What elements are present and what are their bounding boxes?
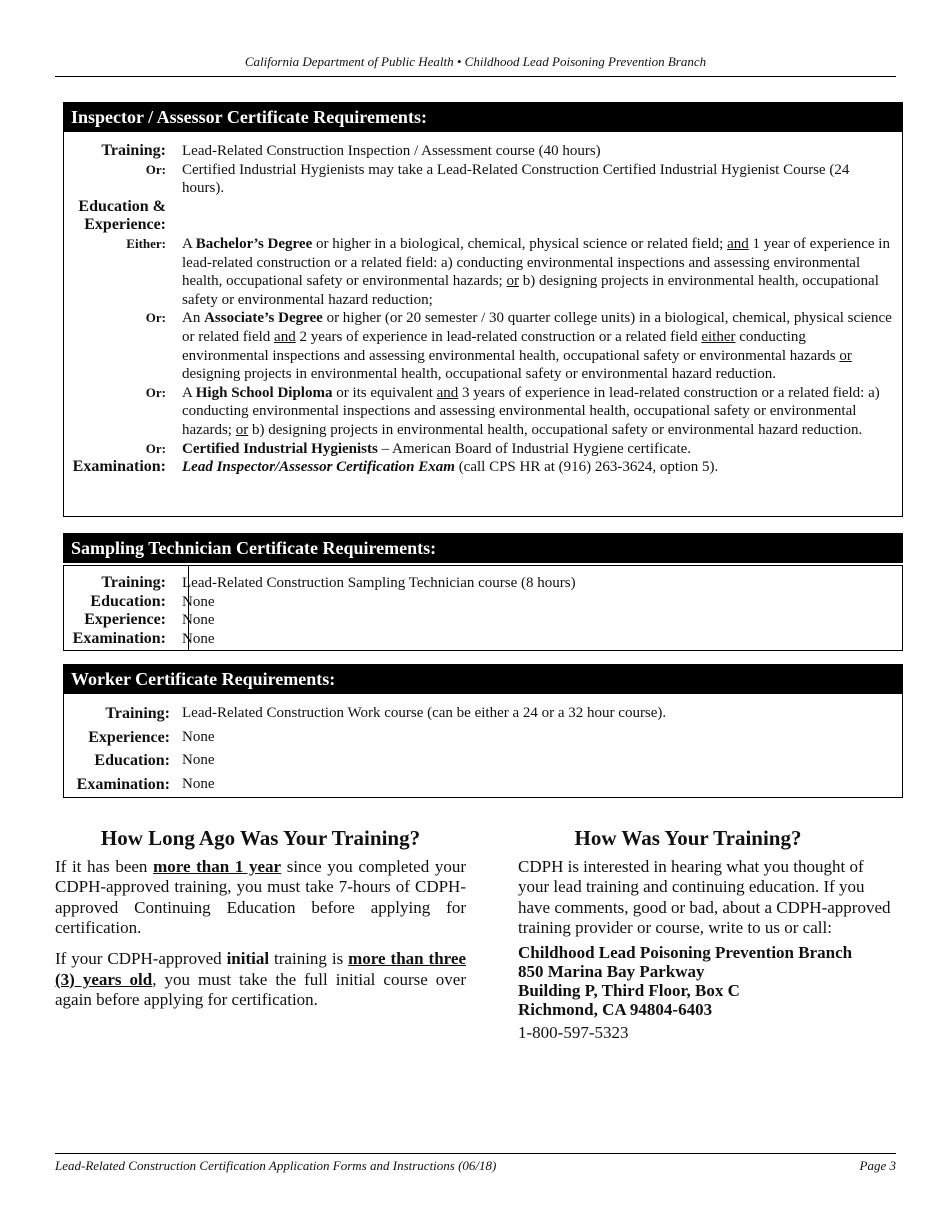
either-label: Either: [126,235,166,251]
training-value: Lead-Related Construction Inspection / Assessment course (40 hours) [182,143,601,159]
sampling-experience-label: Experience: [84,611,166,629]
worker-examination-value: None [182,775,215,792]
sampling-education-label: Education: [90,592,166,610]
sampling-section [63,533,903,651]
sampling-examination-label: Examination: [72,629,166,647]
sampling-training-label: Training: [101,574,166,591]
worker-training-label: Training: [105,705,170,722]
sampling-body [63,565,903,651]
associate-requirement: An Associate’s Degree or higher (or 20 semester / 30 quarter college units) in a biological, chemical, physical science or related field and 2 years of experience in lead-related construction or a related field either conducting environmental inspections and assessing environmental health, occupational safety or environmental hazards or designing projects in environmental health, occupational safety or environmental hazard reduction. [182,310,892,383]
how-long-column [55,828,466,1021]
sampling-examination-value: None [182,630,215,647]
worker-body [63,694,903,798]
worker-education-label: Education: [94,752,170,769]
address-block [518,943,898,1019]
inspector-section [63,102,903,517]
sampling-training-value: Lead-Related Construction Sampling Technician course (8 hours) [182,575,576,591]
page-footer [55,1153,896,1174]
worker-examination-label: Examination: [76,775,170,793]
worker-experience-value: None [182,728,215,745]
worker-section [63,664,903,798]
edu-exp-label-2: Experience: [84,216,166,234]
how-was-column [518,828,898,1044]
or-label: Or: [145,310,166,326]
training-alt: Certified Industrial Hygienists may take a Lead-Related Construction Certified Industrial Hygienist Course (24 hours). [182,161,850,197]
how-long-title: How Long Ago Was Your Training? [100,826,421,850]
address-line: 850 Marina Bay Parkway [518,961,705,981]
how-was-body: CDPH is interested in hearing what you thought of your lead training and continuing education. If you have comments, good or bad, about a CDPH-approved training provider or course, write to us or call: [518,856,891,938]
how-long-paragraph-1: If it has been more than 1 year since you completed your CDPH-approved training, you must take 7-hours of CDPH-approved Continuing Education before applying for certification. [55,856,467,938]
worker-education-value: None [182,752,215,768]
worker-title: Worker Certificate Requirements: [63,664,903,694]
or-label: Or: [145,440,166,456]
how-long-paragraph-2: If your CDPH-approved initial training is more than three (3) years old, you must take the full initial course over again before applying for certification. [55,948,466,1010]
page-number: Page 3 [859,1158,896,1173]
inspector-body [63,132,903,517]
sampling-experience-value: None [182,612,215,629]
address-line: Richmond, CA 94804-6403 [518,999,713,1019]
phone-number: 1-800-597-5323 [518,1022,629,1042]
footer-title: Lead-Related Construction Certification Application Forms and Instructions (06/18) [55,1158,497,1173]
address-line: Building P, Third Floor, Box C [518,980,740,1000]
inspector-title: Inspector / Assessor Certificate Requirements: [63,102,903,132]
page-header: California Department of Public Health • Childhood Lead Poisoning Prevention Branch [55,54,896,77]
training-label: Training: [101,142,166,159]
bachelor-requirement: A Bachelor’s Degree or higher in a biological, chemical, physical science or related field; and 1 year of experience in lead-related construction or a related field: a) conducting environmental inspections and assessing environmental health, occupational safety or environmental hazards; or b) designing projects in environmental health, occupational safety or environmental hazard reduction; [182,235,890,308]
examination-label: Examination: [72,458,166,476]
sampling-title: Sampling Technician Certificate Requirements: [63,533,903,563]
address-line: Childhood Lead Poisoning Prevention Branch [518,942,853,962]
or-label: Or: [145,161,166,177]
sampling-education-value: None [182,593,215,610]
cih-requirement: Certified Industrial Hygienists – American Board of Industrial Hygiene certificate. [182,440,692,457]
worker-training-value: Lead-Related Construction Work course (can be either a 24 or a 32 hour course). [182,705,667,721]
highschool-requirement: A High School Diploma or its equivalent and 3 years of experience in lead-related construction or a related field: a) conducting environmental inspections and assessing environmental health, occupational safety or environmental hazards; or b) designing projects in environmental health, occupational safety or environmental hazard reduction. [182,384,880,438]
examination-value: Lead Inspector/Assessor Certification Exam (call CPS HR at (916) 263-3624, option 5). [182,459,719,476]
or-label: Or: [145,384,166,400]
how-was-title: How Was Your Training? [574,826,802,850]
worker-experience-label: Experience: [88,728,170,746]
edu-exp-label-1: Education & [78,197,166,215]
